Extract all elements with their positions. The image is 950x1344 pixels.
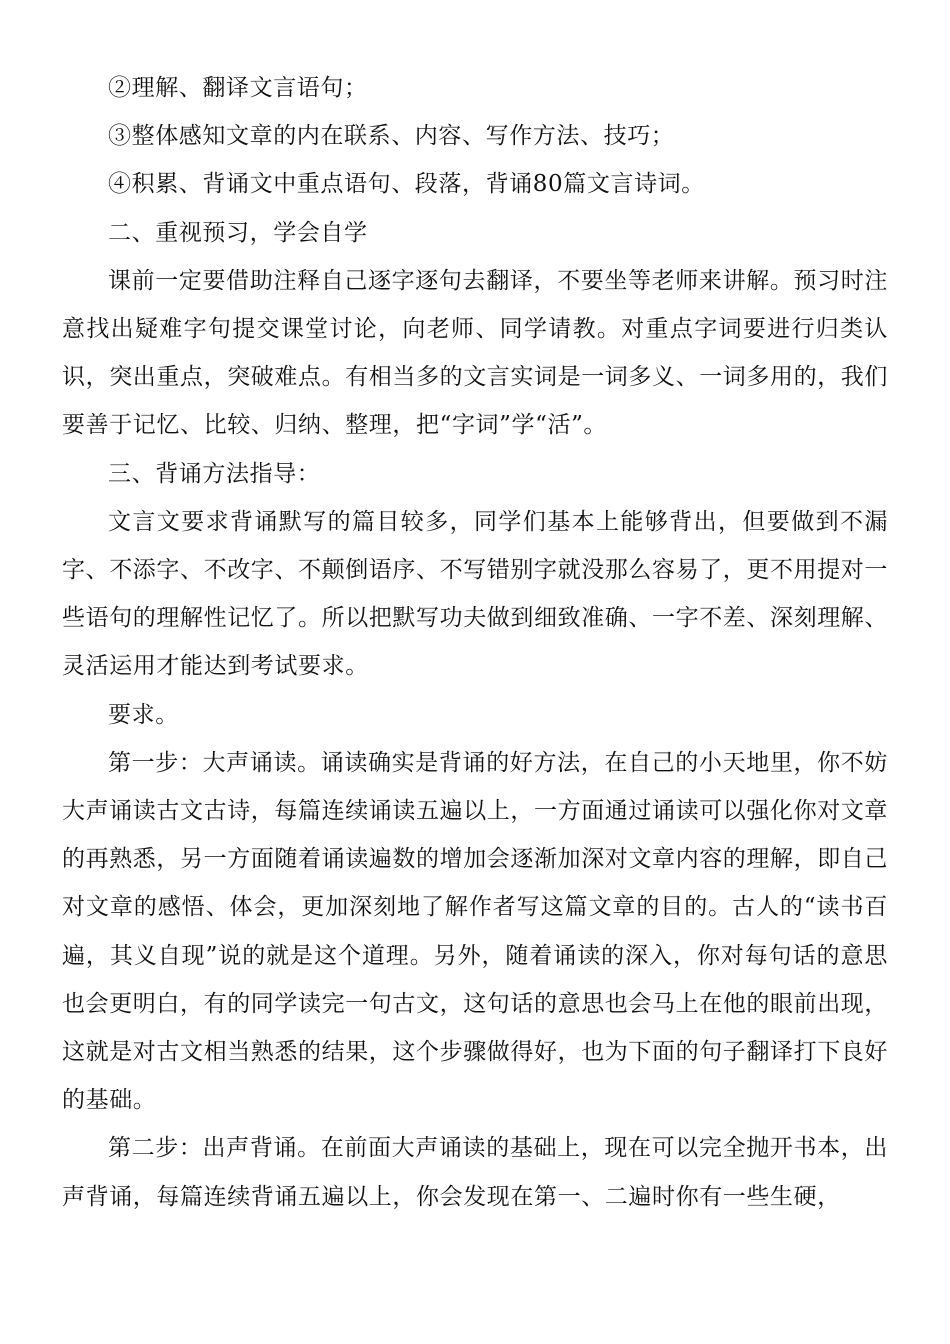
paragraph-preview: 课前一定要借助注释自己逐字逐句去翻译，不要坐等老师来讲解。预习时注意找出疑难字句提交课堂讨论，向老师、同学请教。对重点字词要进行归类认识，突出重点，突破难点。有相当多的文言实词是一词多义、一词多用的，我们要善于记忆、比较、归纳、整理，把“字词”学“活”。 (62, 267, 888, 439)
section-heading-recitation-methods: 三、背诵方法指导： (108, 460, 321, 487)
paragraph-step-one: 第一步：大声诵读。诵读确实是背诵的好方法，在自己的小天地里，你不妨大声诵读古文古诗，每篇连续诵读五遍以上，一方面通过诵读可以强化你对文章的再熟悉，另一方面随着诵读遍数的增加会逐渐加深对文章内容的理解，即自己对文章的感悟、体会，更加深刻地了解作者写这篇文章的目的。古人的“读书百遍，其义自现”说的就是这个道理。另外，随着诵读的深入，你对每句话的意思也会更明白，有的同学读完一句古文，这句话的意思也会马上在他的眼前出现，这就是对古文相当熟悉的结果，这个步骤做得好，也为下面的句子翻译打下良好的基础。 (62, 749, 888, 1114)
section-heading-preview: 二、重视预习，学会自学 (108, 219, 368, 246)
list-item-translate: ②理解、翻译文言语句； (108, 75, 368, 101)
paragraph-step-two: 第二步：出声背诵。在前面大声诵读的基础上，现在可以完全抛开书本，出声背诵，每篇连续背诵五遍以上，你会发现在第一、二遍时你有一些生硬， (62, 1135, 888, 1210)
list-item-accumulate-recite: ④积累、背诵文中重点语句、段落，背诵80篇文言诗词。 (108, 171, 705, 198)
list-item-overall-perception: ③整体感知文章的内在联系、内容、写作方法、技巧； (108, 123, 675, 150)
paragraph-recitation-intro: 文言文要求背诵默写的篇目较多，同学们基本上能够背出，但要做到不漏字、不添字、不改字、不颠倒语序、不写错别字就没那么容易了，更不用提对一些语句的理解性记忆了。所以把默写功夫做到细致准确、一字不差、深刻理解、灵活运用才能达到考试要求。 (62, 508, 888, 680)
paragraph-requirements: 要求。 (108, 701, 179, 728)
document-body (62, 64, 888, 1221)
